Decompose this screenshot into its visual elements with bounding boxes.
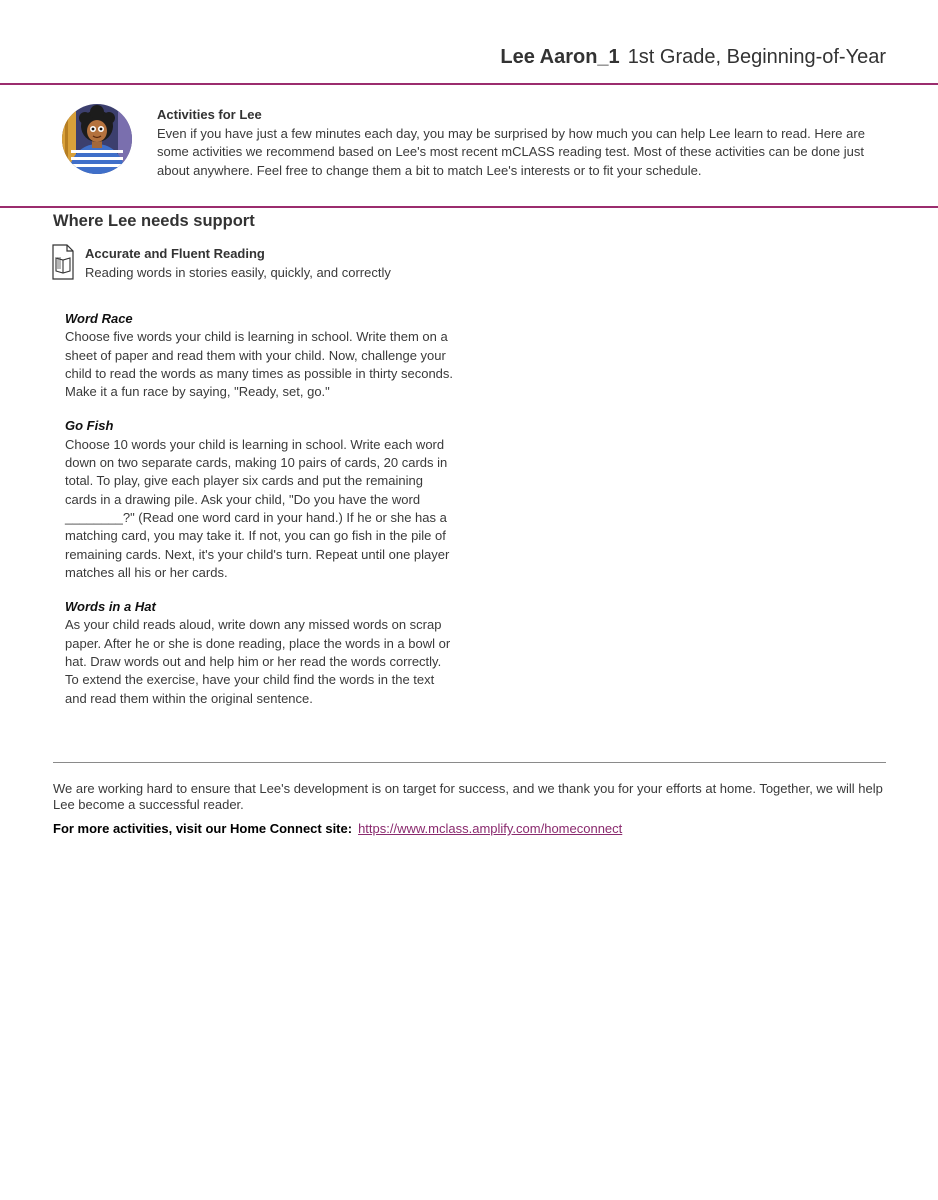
- header-divider: [0, 83, 938, 85]
- more-activities-label: For more activities, visit our Home Connect site:: [53, 821, 353, 836]
- skill-block: [85, 244, 391, 282]
- intro-body: Even if you have just a few minutes each day, you may be surprised by how much you can help Lee learn to read. Here are some activities we recommend based on Lee's most recent mCLASS reading test. Most of these activities can be done just about anywhere. Feel free to change them a bit to match Lee's interests or to fit your schedule.: [157, 125, 865, 178]
- activity-word-race: [65, 310, 455, 401]
- skill-description: Reading words in stories easily, quickly, and correctly: [85, 265, 391, 280]
- footer-message: We are working hard to ensure that Lee's development is on target for success, and we thank you for your efforts at home. Together, we will help Lee become a successful reader.: [53, 781, 883, 812]
- activity-title: Go Fish: [65, 418, 114, 434]
- activities-list: [65, 310, 455, 724]
- activity-words-in-a-hat: [65, 598, 455, 708]
- assessment-period: 1st Grade, Beginning-of-Year: [627, 46, 886, 68]
- intro-section: [157, 106, 887, 180]
- more-activities: [53, 821, 622, 836]
- report-header: [500, 46, 886, 69]
- activity-go-fish: [65, 417, 455, 582]
- support-heading: Where Lee needs support: [53, 212, 255, 230]
- activity-body: As your child reads aloud, write down any missed words on scrap paper. After he or she is done reading, place the words in a bowl or hat. Draw words out and help him or her read the words correctly. To extend the exercise, have your child find the words in the text and read them within the original sentence.: [65, 617, 451, 706]
- intro-divider: [0, 206, 938, 208]
- intro-title: Activities for Lee: [157, 107, 262, 122]
- footer-divider: [53, 762, 886, 763]
- skill-title: Accurate and Fluent Reading: [85, 246, 265, 261]
- activity-title: Words in a Hat: [65, 599, 156, 615]
- book-icon: [52, 244, 74, 280]
- home-connect-link[interactable]: https://www.mclass.amplify.com/homeconnect: [358, 821, 623, 836]
- activity-body: Choose five words your child is learning in school. Write them on a sheet of paper and read them with your child. Now, challenge your child to read the words as many times as possible in thirty seconds. Make it a fun race by saying, "Ready, set, go.": [65, 329, 454, 400]
- student-avatar: [60, 104, 134, 174]
- activity-body: Choose 10 words your child is learning in school. Write each word down on two separate cards, making 10 pairs of cards, 20 cards in total. To play, give each player six cards and put the remaining cards in a drawing pile. Ask your child, "Do you have the word ________?" (Read one word card in your hand.) If he or she has a matching card, you may take it. If not, you can go fish in the pile of remaining cards. Next, it's your child's turn. Repeat until one player matches all his or her cards.: [65, 436, 450, 580]
- student-name: Lee Aaron_1: [500, 46, 620, 68]
- activity-title: Word Race: [65, 311, 133, 326]
